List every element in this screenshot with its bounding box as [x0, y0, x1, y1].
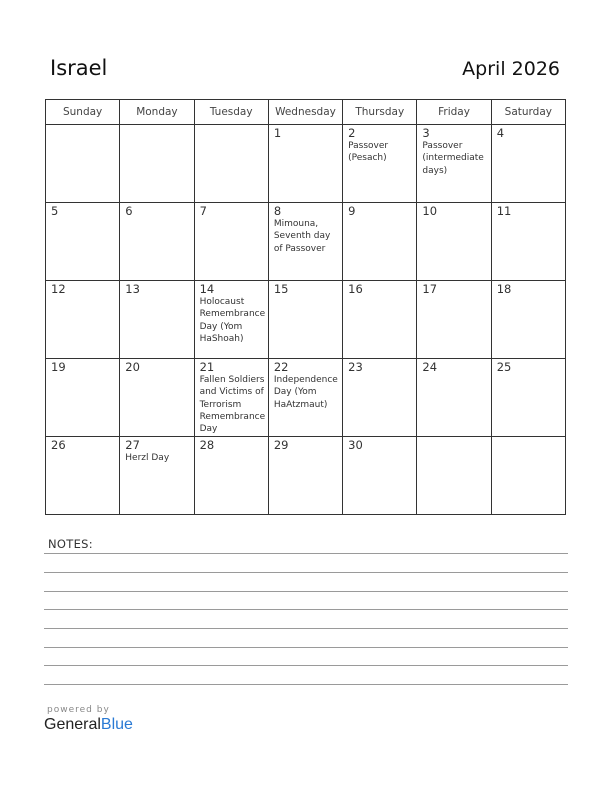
week-row [46, 359, 566, 437]
holiday-label: Passover (Pesach) [348, 141, 389, 164]
weekday-header: Friday [417, 100, 491, 125]
day-cell [343, 203, 417, 281]
day-cell [268, 359, 342, 437]
day-number: 4 [496, 126, 505, 140]
day-cell [343, 281, 417, 359]
week-row [46, 125, 566, 203]
day-number: 3 [422, 126, 430, 140]
day-cell [268, 281, 342, 359]
day-cell [194, 437, 268, 515]
day-cell [194, 281, 268, 359]
holiday-label: Herzl Day [125, 453, 170, 463]
note-line [44, 647, 568, 648]
day-cell [491, 125, 565, 203]
holiday-label: Independence Day (Yom HaAtzmaut) [273, 375, 338, 410]
day-number: 17 [422, 282, 438, 296]
day-number: 29 [273, 438, 289, 452]
holiday-label: Holocaust Remembrance Day (Yom HaShoah) [199, 297, 266, 344]
day-cell [46, 359, 120, 437]
day-cell [491, 437, 565, 515]
day-cell [120, 437, 194, 515]
day-number: 9 [348, 204, 356, 218]
brand-name-blue: Blue [100, 716, 133, 733]
day-number: 19 [51, 360, 66, 374]
day-number: 30 [348, 438, 363, 452]
day-cell [417, 437, 491, 515]
note-line [44, 591, 568, 592]
holiday-label: Fallen Soldiers and Victims of Terrorism Remembrance Day [199, 375, 266, 435]
note-line [44, 628, 568, 629]
day-number [120, 125, 193, 127]
weekday-header: Sunday [46, 100, 120, 125]
day-cell [268, 203, 342, 281]
day-cell [268, 125, 342, 203]
day-number: 12 [51, 282, 66, 296]
day-cell [417, 125, 491, 203]
day-cell [491, 203, 565, 281]
day-cell [491, 281, 565, 359]
powered-by-text: powered by [47, 705, 110, 715]
day-number [492, 437, 565, 439]
day-cell [46, 125, 120, 203]
weekday-header: Wednesday [268, 100, 342, 125]
day-number: 23 [348, 360, 363, 374]
week-row [46, 203, 566, 281]
weekday-header: Saturday [491, 100, 565, 125]
day-number: 5 [51, 204, 59, 218]
notes-label: NOTES: [48, 537, 93, 551]
day-number: 10 [422, 204, 438, 218]
day-cell [46, 203, 120, 281]
day-cell [268, 437, 342, 515]
note-line [44, 553, 568, 554]
day-cell [194, 359, 268, 437]
note-line [44, 684, 568, 685]
holiday-label: Passover (intermediate days) [422, 141, 484, 176]
day-number: 15 [273, 282, 289, 296]
note-line [44, 609, 568, 610]
day-number: 25 [496, 360, 512, 374]
day-number: 7 [199, 204, 207, 218]
weekday-header: Monday [120, 100, 194, 125]
day-number: 27 [125, 438, 140, 452]
week-row [46, 437, 566, 515]
day-number: 18 [496, 282, 512, 296]
day-number: 6 [125, 204, 133, 218]
country-title: Israel [50, 56, 108, 80]
day-number: 20 [125, 360, 140, 374]
day-number [417, 437, 490, 439]
day-number [46, 125, 119, 127]
weekday-header-row [46, 100, 566, 125]
day-cell [417, 359, 491, 437]
day-cell [120, 281, 194, 359]
weekday-header: Tuesday [194, 100, 268, 125]
day-number: 8 [273, 204, 282, 218]
brand-logo [44, 716, 133, 734]
day-number: 28 [199, 438, 215, 452]
day-cell [120, 359, 194, 437]
day-number: 1 [273, 126, 282, 140]
day-cell [120, 203, 194, 281]
day-number: 22 [273, 360, 289, 374]
weekday-header: Thursday [343, 100, 417, 125]
day-cell [46, 437, 120, 515]
day-cell [194, 203, 268, 281]
week-row [46, 281, 566, 359]
day-number [195, 125, 268, 127]
day-number: 26 [51, 438, 66, 452]
month-year-title: April 2026 [462, 58, 560, 80]
day-cell [491, 359, 565, 437]
day-cell [343, 359, 417, 437]
day-number: 2 [348, 126, 356, 140]
day-cell [120, 125, 194, 203]
day-cell [46, 281, 120, 359]
day-number: 16 [348, 282, 363, 296]
day-number: 11 [496, 204, 512, 218]
day-number: 21 [199, 360, 215, 374]
brand-name-general: General [44, 716, 101, 733]
day-number: 24 [422, 360, 438, 374]
note-line [44, 665, 568, 666]
holiday-label: Mimouna, Seventh day of Passover [273, 219, 331, 254]
note-line [44, 572, 568, 573]
day-cell [194, 125, 268, 203]
day-number: 14 [199, 282, 215, 296]
day-cell [417, 281, 491, 359]
day-cell [343, 125, 417, 203]
calendar-grid [45, 99, 566, 515]
day-cell [417, 203, 491, 281]
day-cell [343, 437, 417, 515]
day-number: 13 [125, 282, 140, 296]
